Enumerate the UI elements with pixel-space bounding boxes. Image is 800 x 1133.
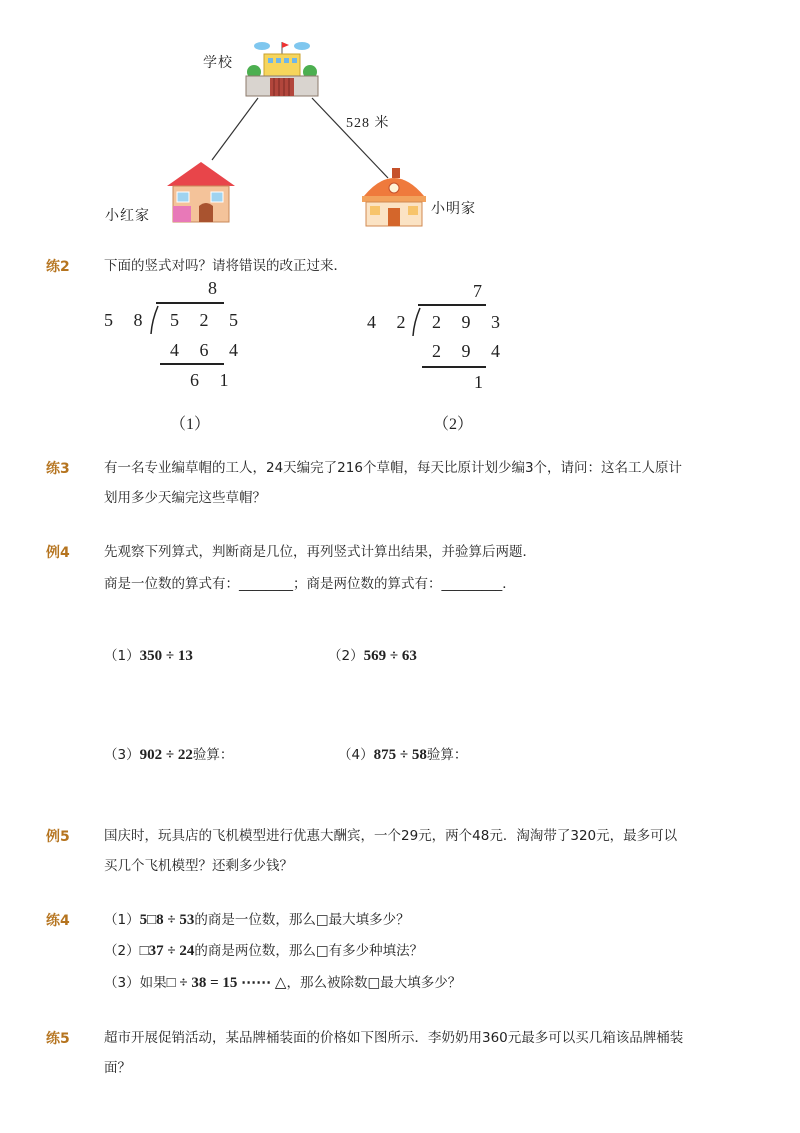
li4-line1: 先观察下列算式，判断商是几位，再列竖式计算出结果，并验算后两题．: [104, 544, 536, 560]
li4-p2-num: （2）: [328, 648, 364, 664]
calc1-top-line: [156, 302, 224, 304]
lian2-tag: 练2: [46, 259, 70, 275]
lian3-line1: 有一名专业编草帽的工人，24天编完了216个草帽，每天比原计划少编3个，请问：这名工人原计: [104, 460, 683, 476]
lian4-q2-num: （2）: [104, 943, 140, 959]
calc2-top-line: [418, 304, 486, 306]
calc1-dividend: 5 2 5: [170, 310, 246, 330]
li4-p3-num: （3）: [104, 747, 140, 763]
li5-line1: 国庆时，玩具店的飞机模型进行优惠大酬宾，一个29元，两个48元．淘淘带了320元，最多可以: [104, 828, 678, 844]
lian4-q2: [104, 941, 423, 961]
li4-line2: 商是一位数的算式有：________；商是两位数的算式有：_________．: [104, 576, 516, 592]
li4-p1-expr: 350 ÷ 13: [139, 648, 193, 664]
li5-line2: 买几个飞机模型？还剩多少钱？: [104, 858, 293, 874]
lian4-q1-text: 的商是一位数，那么□最大填多少？: [194, 912, 410, 928]
lian4-q2-expr: □37 ÷ 24: [139, 943, 195, 959]
li5-tag: 例5: [46, 829, 70, 845]
calc1-bracket: [150, 305, 162, 335]
lian4-tag: 练4: [46, 913, 70, 929]
school-icon: [242, 38, 322, 100]
xiaoming-house-icon: [358, 166, 430, 228]
li4-p3-suffix: 验算：: [192, 747, 234, 763]
calc2-bracket: [412, 307, 424, 337]
li4-p4-num: （4）: [338, 747, 374, 763]
lian3-tag: 练3: [46, 461, 70, 477]
lian3-line2: 划用多少天编完这些草帽？: [104, 490, 266, 506]
calc1-label: （1）: [170, 416, 211, 433]
lian2-question: 下面的竖式对吗？请将错误的改正过来．: [104, 258, 347, 274]
lian5-line1: 超市开展促销活动，某品牌桶装面的价格如下图所示．李奶奶用360元最多可以买几箱该品牌桶装: [104, 1030, 684, 1046]
lian4-q2-text: 的商是两位数，那么□有多少种填法？: [194, 943, 424, 959]
school-label: 学校: [203, 56, 233, 71]
calc2-sub-line: [422, 366, 486, 368]
lian4-q3-expr: □ ÷ 38 = 15 ⋯⋯ △: [166, 975, 287, 991]
li4-problem-2: [328, 646, 417, 666]
distance-label: 528 米: [346, 116, 390, 131]
li4-problem-3: [104, 745, 233, 765]
calc1-remainder: 6 1: [190, 370, 237, 390]
li4-p2-expr: 569 ÷ 63: [363, 648, 417, 664]
lian5-line2: 面？: [104, 1060, 131, 1076]
li4-problem-1: [104, 646, 193, 666]
calc1-sub-line: [160, 363, 224, 365]
li4-tag: 例4: [46, 545, 70, 561]
lian5-tag: 练5: [46, 1031, 70, 1047]
li4-p1-num: （1）: [104, 648, 140, 664]
li4-problem-4: [338, 745, 467, 765]
lian4-q1: [104, 910, 410, 930]
calc1-product: 4 6 4: [170, 340, 246, 360]
lian4-q1-num: （1）: [104, 912, 140, 928]
li4-p4-suffix: 验算：: [426, 747, 468, 763]
xiaoming-label: 小明家: [431, 202, 476, 217]
calc1-quotient: 8: [208, 278, 225, 298]
xiaohong-label: 小红家: [105, 209, 150, 224]
calc1-divisor: 5 8: [104, 310, 151, 330]
calc2-quotient: 7: [473, 281, 490, 301]
li4-p3-expr: 902 ÷ 22: [139, 747, 193, 763]
calc2-divisor: 4 2: [367, 312, 414, 332]
calc2-remainder: 1: [474, 372, 491, 392]
lian4-q3-text: ，那么被除数□最大填多少？: [286, 975, 462, 991]
calc2-label: （2）: [433, 416, 474, 433]
xiaohong-house-icon: [163, 160, 239, 224]
calc2-dividend: 2 9 3: [432, 312, 508, 332]
li4-p4-expr: 875 ÷ 58: [373, 747, 427, 763]
lian4-q3-num: （3）: [104, 975, 140, 991]
lian4-q1-expr: 5□8 ÷ 53: [139, 912, 195, 928]
calc2-product: 2 9 4: [432, 341, 508, 361]
lian4-q3-pre: 如果: [139, 975, 167, 991]
lian4-q3: [104, 973, 461, 993]
